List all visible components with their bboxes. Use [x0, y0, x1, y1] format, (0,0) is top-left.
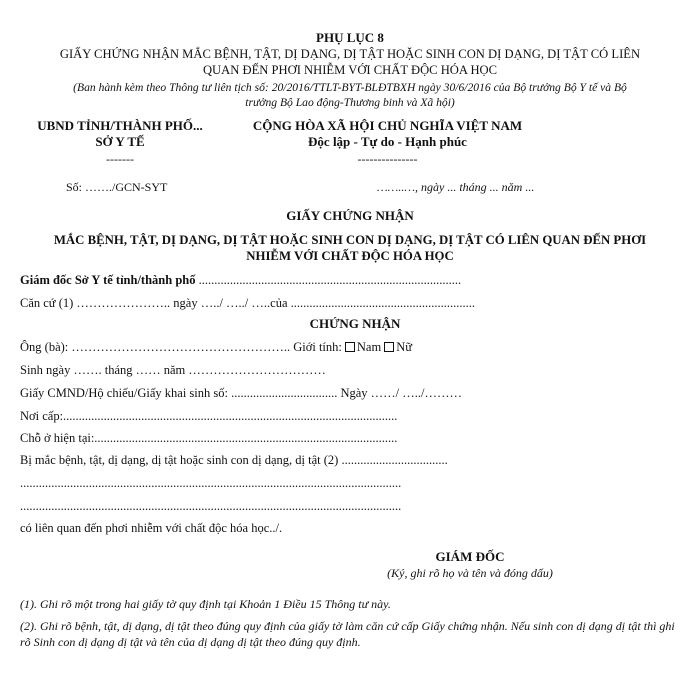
- director-dots: ....................................................................................: [195, 273, 462, 287]
- certificate-title: GIẤY CHỨNG NHẬN: [286, 208, 414, 223]
- national-motto: Độc lập - Tự do - Hạnh phúc: [308, 134, 467, 149]
- issued-note-line2: trưởng Bộ Lao động-Thương binh và Xã hội): [245, 96, 455, 109]
- illness-line: Bị mắc bệnh, tật, dị dạng, dị tật hoặc sinh con dị dạng, dị tật (2) ..................................: [20, 453, 448, 467]
- country-name: CỘNG HÒA XÃ HỘI CHỦ NGHĨA VIỆT NAM: [252, 118, 523, 133]
- closing-line: có liên quan đến phơi nhiễm với chất độc hóa học../.: [20, 521, 283, 535]
- certify-heading: CHỨNG NHẬN: [309, 316, 401, 331]
- appendix-label: PHỤ LỤC 8: [316, 30, 384, 45]
- signature-instruction: (Ký, ghi rõ họ và tên và đóng dấu): [387, 566, 553, 580]
- director-label: Giám đốc Sở Y tế tỉnh/thành phố: [20, 273, 196, 287]
- female-checkbox[interactable]: [384, 342, 394, 352]
- male-checkbox[interactable]: [345, 342, 355, 352]
- issued-note-line1: (Ban hành kèm theo Thông tư liên tịch số: 20/2016/TTLT-BYT-BLĐTBXH ngày 30/6/2016 của Bộ trưởng Bộ Y tế và Bộ: [73, 81, 627, 94]
- signature-title: GIÁM ĐỐC: [435, 549, 505, 564]
- footnote-2: (2). Ghi rõ bệnh, tật, dị dạng, dị tật theo đúng quy định của giấy tờ làm căn cứ cấp Giấy chứng nhận. Nếu sinh con dị dạng dị tật thì ghi rõ Sinh con dị dạng dị tật và tên của dị dạng dị tật theo đúng quy định.: [20, 619, 675, 649]
- right-divider: ---------------: [357, 152, 418, 166]
- name-gender-line: [20, 339, 412, 355]
- certificate-subtitle-line2: NHIỄM VỚI CHẤT ĐỘC HÓA HỌC: [246, 249, 454, 263]
- name-label: Ông (bà): …………………………………………….. Giới tính:: [20, 340, 342, 354]
- dob-line: Sinh ngày ……. tháng …… năm ……………………………: [20, 363, 326, 377]
- director-line: [20, 272, 461, 288]
- appendix-title-line2: QUAN ĐẾN PHƠI NHIỄM VỚI CHẤT ĐỘC HÓA HỌC: [202, 63, 498, 77]
- left-divider: -------: [106, 152, 134, 166]
- basis-line: Căn cứ (1) ………………….. ngày …../ …../ …..của ...........................................................: [20, 296, 475, 310]
- issue-place-line: Nơi cấp:...........................................................................................................: [20, 409, 398, 423]
- department-name: SỞ Y TẾ: [95, 134, 145, 149]
- certificate-subtitle-line1: MẮC BỆNH, TẬT, DỊ DẠNG, DỊ TẬT HOẶC SINH CON DỊ DẠNG, DỊ TẬT CÓ LIÊN QUAN ĐẾN PHƠI: [53, 233, 647, 247]
- issue-date: ……..…, ngày ... tháng ... năm ...: [377, 180, 535, 194]
- female-label: Nữ: [396, 340, 412, 354]
- male-label: Nam: [356, 340, 382, 354]
- appendix-title-line1: GIẤY CHỨNG NHẬN MẮC BỆNH, TẬT, DỊ DẠNG, DỊ TẬT HOẶC SINH CON DỊ DẠNG, DỊ TẬT CÓ LIÊN: [59, 47, 641, 61]
- blank-line: ..........................................................................................................................: [20, 499, 402, 513]
- document-number: Số: ……./GCN-SYT: [66, 180, 168, 194]
- footnote-1: (1). Ghi rõ một trong hai giấy tờ quy định tại Khoản 1 Điều 15 Thông tư này.: [20, 597, 391, 611]
- org-name: UBND TỈNH/THÀNH PHỐ...: [37, 118, 203, 133]
- blank-line: ..........................................................................................................................: [20, 476, 402, 490]
- id-document-line: Giấy CMND/Hộ chiếu/Giấy khai sinh số: .................................. Ngày ……/ …../………: [20, 386, 462, 400]
- residence-line: Chỗ ở hiện tại:.................................................................................................: [20, 431, 398, 445]
